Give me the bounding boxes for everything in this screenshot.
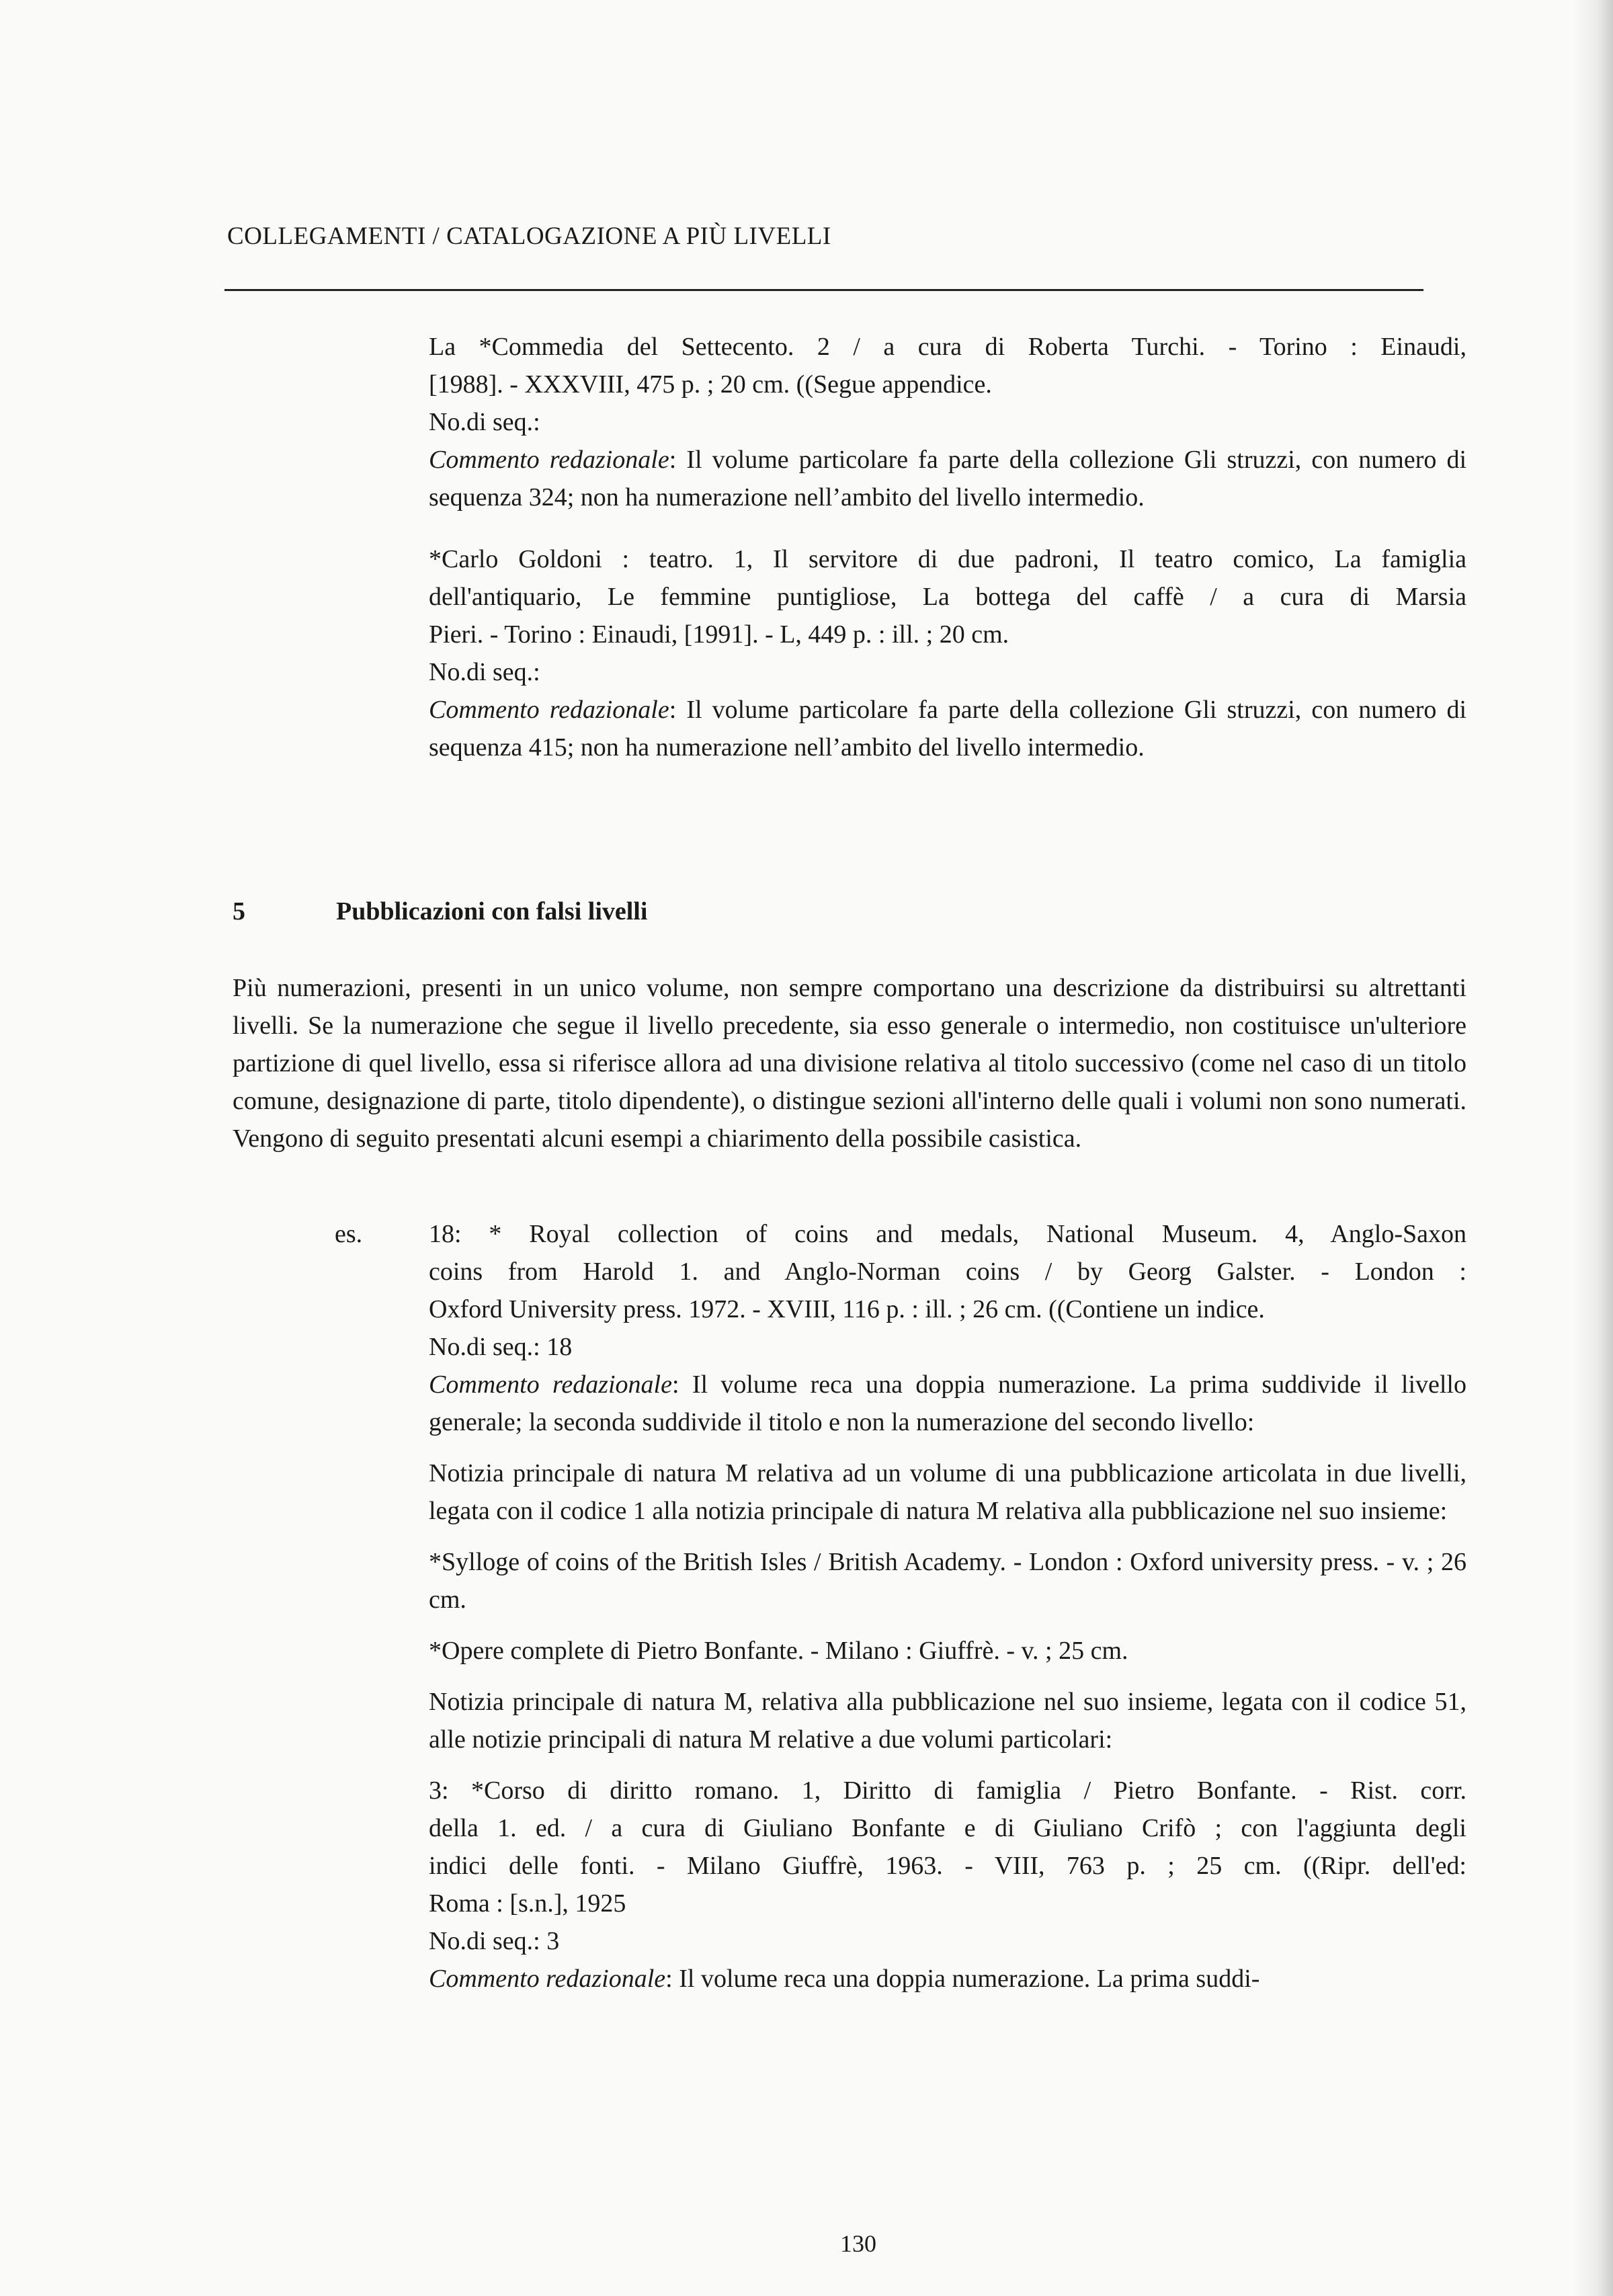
section-intro [233,969,1466,1157]
record-line: No.di seq.: [429,408,540,436]
record-line: No.di seq.: 3 [429,1927,560,1955]
scan-shadow [1573,0,1613,2296]
example-label: es. [335,1220,363,1248]
comment-label: Commento redazionale [429,696,669,724]
record-line: 3: *Corso di diritto romano. 1, Diritto di famiglia / Pietro Bonfante. - Rist. corr. [429,1776,1466,1805]
record-line: La *Commedia del Settecento. 2 / a cura di Roberta Turchi. - Torino : Einaudi, [429,333,1466,361]
intro-paragraph: Più numerazioni, presenti in un unico volume, non sempre comportano una descrizione da distribuirsi su altrettanti livelli. Se la numerazione che segue il livello precedente, sia esso generale o intermedio, non costituisce un'ulteriore partizione di quel livello, essa si riferisce allora ad una divisione relativa al titolo successivo (come nel caso di un titolo comune, designazione di parte, titolo dipendente), o distingue sezioni all'interno delle quali i volumi non sono numerati. Vengono di seguito presentati alcuni esempi a chiarimento della possibile casistica. [233,974,1466,1153]
comment-label: Commento redazionale [429,446,669,474]
editorial-comment [429,441,1466,516]
editorial-comment [429,1366,1466,1441]
record-line: *Carlo Goldoni : teatro. 1, Il servitore di due padroni, Il teatro comico, La famiglia [429,545,1466,573]
editorial-comment [429,1960,1466,1998]
note-paragraph: Notizia principale di natura M relativa ad un volume di una pubblicazione articolata in due livelli, legata con il codice 1 alla notizia principale di natura M relativa alla pubblicazione nel suo insieme: [429,1459,1466,1525]
page-number: 130 [840,2230,876,2257]
example-royal-collection [429,1215,1466,1998]
record-paragraph: *Opere complete di Pietro Bonfante. - Milano : Giuffrè. - v. ; 25 cm. [429,1637,1128,1665]
record-line: [1988]. - XXXVIII, 475 p. ; 20 cm. ((Segue appendice. [429,370,992,399]
comment-text: : Il volume particolare fa parte della collezione Gli struzzi, con numero di sequenza 324; non ha numerazione nell’ambito del livello intermedio. [429,446,1466,511]
record-paragraph: *Sylloge of coins of the British Isles / British Academy. - London : Oxford university press. - v. ; 26 cm. [429,1548,1466,1614]
record-line: Pieri. - Torino : Einaudi, [1991]. - L, 449 p. : ill. ; 20 cm. [429,620,1009,649]
record-line: No.di seq.: 18 [429,1333,573,1361]
section-number: 5 [233,897,245,926]
record-line: coins from Harold 1. and Anglo-Norman coins / by Georg Galster. - London : [429,1258,1466,1286]
note-paragraph: Notizia principale di natura M, relativa alla pubblicazione nel suo insieme, legata con il codice 51, alle notizie principali di natura M relative a due volumi particolari: [429,1688,1466,1754]
record-line: dell'antiquario, Le femmine puntigliose, La bottega del caffè / a cura di Marsia [429,583,1466,611]
editorial-comment [429,691,1466,766]
comment-text: : Il volume reca una doppia numerazione. La prima suddi- [665,1965,1260,1993]
record-line: No.di seq.: [429,658,540,686]
record-line: indici delle fonti. - Milano Giuffrè, 1963. - VIII, 763 p. ; 25 cm. ((Ripr. dell'ed: [429,1852,1466,1880]
running-header: COLLEGAMENTI / CATALOGAZIONE A PIÙ LIVELLI [227,222,831,250]
comment-text: : Il volume reca una doppia numerazione. La prima suddivide il livello generale; la seconda suddivide il titolo e non la numerazione del secondo livello: [429,1370,1466,1436]
header-rule [224,289,1423,291]
record-line: della 1. ed. / a cura di Giuliano Bonfante e di Giuliano Crifò ; con l'aggiunta degli [429,1814,1466,1842]
comment-text: : Il volume particolare fa parte della collezione Gli struzzi, con numero di sequenza 415; non ha numerazione nell’ambito del livello intermedio. [429,696,1466,762]
comment-label: Commento redazionale [429,1370,672,1399]
example-commedia [429,328,1466,516]
record-line: Roma : [s.n.], 1925 [429,1889,626,1918]
record-line: Oxford University press. 1972. - XVIII, 116 p. : ill. ; 26 cm. ((Contiene un indice. [429,1295,1265,1323]
section-heading [233,893,647,930]
example-goldoni [429,540,1466,766]
section-title: Pubblicazioni con falsi livelli [336,897,648,926]
comment-label: Commento redazionale [429,1965,666,1993]
record-line: 18: * Royal collection of coins and medals, National Museum. 4, Anglo-Saxon [429,1220,1466,1248]
